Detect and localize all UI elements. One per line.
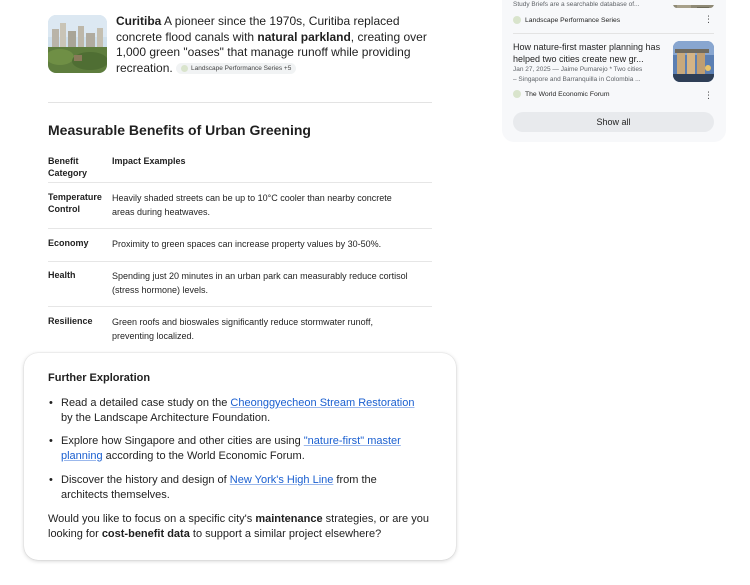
source-chip-label: Landscape Performance Series +5 — [191, 64, 292, 72]
closing-text: Would you like to focus on a specific city's — [48, 513, 256, 525]
source-snippet: – Singapore and Barranquilla in Colombia ... — [513, 76, 641, 83]
row-impact: Spending just 20 minutes in an urban park can measurably reduce cortisol (stress hormone) levels. — [112, 271, 408, 295]
row-category: Economy — [48, 238, 89, 248]
closing-question — [48, 512, 438, 542]
table-row-divider — [48, 306, 432, 307]
source-name: The World Economic Forum — [525, 90, 610, 98]
source-thumbnail[interactable] — [673, 41, 714, 82]
source-snippet: Study Briefs are a searchable database of... — [513, 1, 640, 8]
nature-first-link[interactable]: "nature-first" master planning — [61, 435, 401, 462]
table-title: Measurable Benefits of Urban Greening — [48, 122, 311, 138]
closing-text: strategies, or are you looking for — [48, 513, 429, 540]
favicon-icon — [513, 16, 521, 24]
kebab-menu-icon[interactable]: ⋮ — [704, 14, 713, 24]
curitiba-text-1: A pioneer since the 1970s, Curitiba replaced concrete flood canals with — [116, 14, 400, 44]
source-snippet: Jan 27, 2025 — Jaime Pumarejo * Two cities — [513, 66, 643, 73]
list-item — [61, 434, 421, 464]
bullet-text: by the Landscape Architecture Foundation. — [61, 412, 271, 424]
curitiba-paragraph — [116, 14, 432, 76]
favicon-icon — [181, 65, 188, 72]
row-impact: Green roofs and bioswales significantly reduce stormwater runoff, preventing localized. — [112, 317, 373, 341]
row-category: Resilience — [48, 316, 93, 326]
source-name: Landscape Performance Series — [525, 16, 621, 24]
source-divider — [513, 33, 714, 34]
curitiba-thumbnail[interactable] — [48, 15, 107, 73]
table-row-divider — [48, 261, 432, 262]
kebab-menu-icon[interactable]: ⋮ — [704, 90, 713, 100]
list-item — [61, 473, 421, 503]
row-category: Temperature Control — [48, 192, 102, 214]
list-item — [61, 396, 421, 426]
show-all-button[interactable]: Show all — [513, 112, 714, 132]
header-impact-examples: Impact Examples — [112, 156, 186, 166]
further-exploration-title: Further Exploration — [48, 372, 151, 384]
closing-bold: maintenance — [255, 513, 323, 525]
favicon-icon — [513, 90, 521, 98]
curitiba-name: Curitiba — [116, 14, 162, 28]
table-row-divider — [48, 182, 432, 183]
natural-parkland-text: natural parkland — [257, 29, 351, 44]
section-divider — [48, 102, 432, 103]
source-link[interactable] — [513, 90, 609, 98]
high-line-link[interactable]: New York's High Line — [229, 474, 334, 486]
bullet-text: Read a detailed case study on the — [61, 397, 231, 409]
source-link[interactable] — [513, 16, 620, 24]
curitiba-text-2: , creating over 1,000 green "oases" that manage runoff while providing recreation. — [116, 29, 427, 75]
source-thumbnail[interactable] — [673, 0, 714, 8]
bullet-text: Discover the history and design of — [61, 474, 230, 486]
row-impact: Proximity to green spaces can increase property values by 30-50%. — [112, 239, 382, 249]
row-category: Health — [48, 270, 76, 280]
source-title[interactable]: How nature-first master planning has helped two cities create new gr... — [513, 42, 661, 64]
bullet-text: from the architects themselves. — [61, 474, 377, 501]
closing-bold: cost-benefit data — [101, 528, 190, 540]
closing-text: to support a similar project elsewhere? — [189, 528, 382, 540]
row-impact: Heavily shaded streets can be up to 10°C cooler than nearby concrete areas during heatwaves. — [112, 193, 392, 217]
bullet-text: according to the World Economic Forum. — [102, 450, 305, 462]
table-row-divider — [48, 228, 432, 229]
header-benefit-category: Benefit Category — [48, 156, 88, 178]
cheonggyecheon-link[interactable]: Cheonggyecheon Stream Restoration — [230, 397, 415, 409]
bullet-text: Explore how Singapore and other cities are using — [61, 435, 304, 447]
source-chip[interactable] — [176, 63, 296, 74]
